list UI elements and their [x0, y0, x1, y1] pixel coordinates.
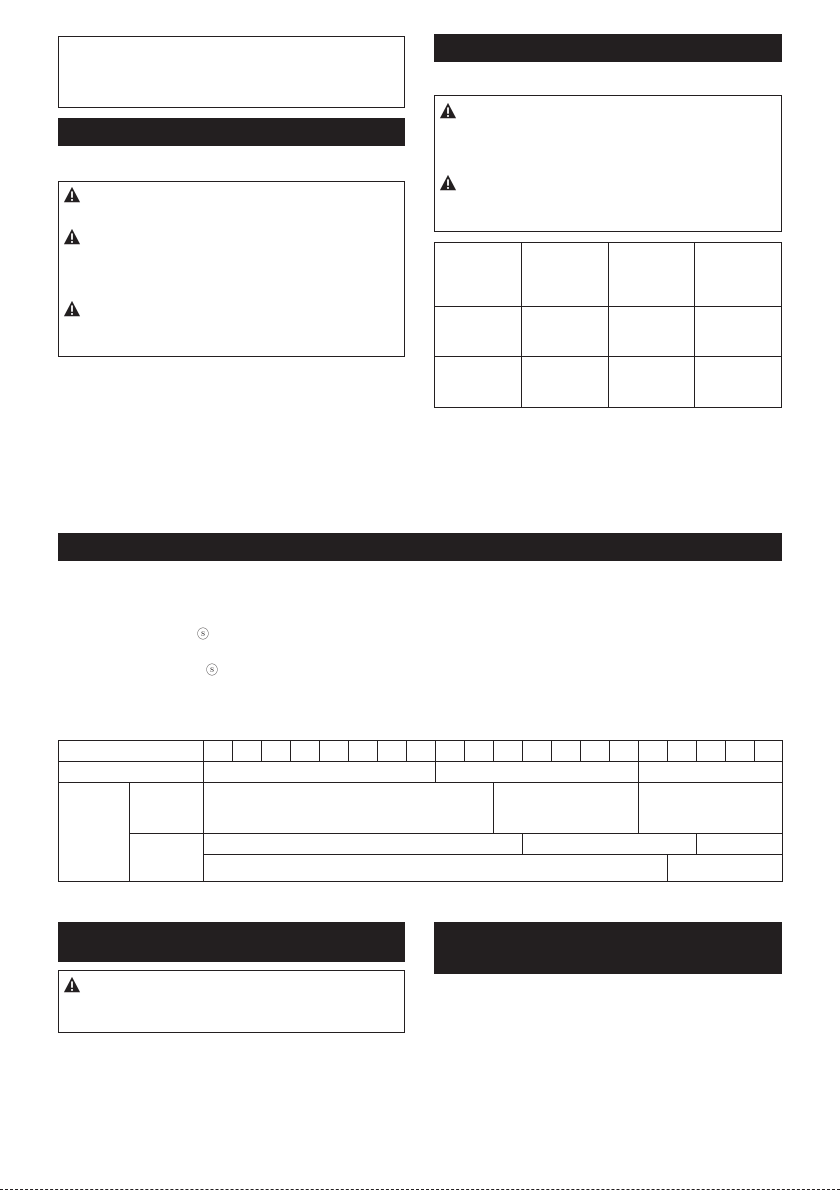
spec-table [434, 242, 782, 408]
warning-triangle-icon [63, 976, 81, 994]
drill-symbol-1: ⓢ [197, 627, 210, 641]
table-cell [608, 307, 695, 357]
warning-triangle-icon [63, 186, 81, 204]
table-cell [581, 741, 610, 762]
table-cell [494, 741, 523, 762]
table-cell [130, 834, 204, 882]
table-cell [697, 834, 783, 855]
table-cell [407, 741, 436, 762]
table-row [59, 783, 783, 834]
table-cell [639, 762, 783, 783]
table-cell [755, 741, 783, 762]
table-cell [668, 855, 783, 882]
warning-box-bottom-left [58, 970, 405, 1033]
table-cell [435, 243, 522, 307]
table-row [435, 357, 782, 408]
table-cell [204, 834, 523, 855]
section-header-bar-bottom-left [58, 922, 405, 962]
table-cell [378, 741, 407, 762]
table-cell [204, 783, 494, 834]
section-header-bar-right [434, 34, 782, 62]
table-cell [436, 762, 639, 783]
table-cell [59, 741, 204, 762]
table-cell [291, 741, 320, 762]
table-cell [521, 357, 608, 408]
table-cell [523, 741, 552, 762]
section-header-bar-bottom-right [434, 922, 782, 974]
table-cell [668, 741, 697, 762]
warning-box-right [434, 95, 782, 232]
table-row [435, 307, 782, 357]
table-cell [204, 741, 233, 762]
section-header-bar-wide [58, 533, 782, 561]
table-cell [639, 783, 783, 834]
table-cell [697, 741, 726, 762]
table-cell [59, 762, 204, 783]
table-cell [233, 741, 262, 762]
clutch-setting-table [58, 740, 783, 882]
section-header-bar-left [58, 118, 405, 146]
table-cell [59, 783, 130, 882]
note-box-top-left [58, 36, 405, 108]
table-row [435, 243, 782, 307]
table-cell [204, 762, 436, 783]
warning-triangle-icon [63, 300, 81, 318]
table-cell [521, 307, 608, 357]
table-cell [130, 783, 204, 834]
warning-box-left [58, 181, 405, 357]
table-cell [695, 357, 782, 408]
table-row [59, 741, 783, 762]
table-cell [610, 741, 639, 762]
table-cell [639, 741, 668, 762]
table-cell [435, 307, 522, 357]
table-cell [494, 783, 639, 834]
warning-triangle-icon [63, 228, 81, 246]
table-cell [465, 741, 494, 762]
warning-triangle-icon [439, 102, 457, 120]
table-row [59, 834, 783, 855]
table-cell [435, 357, 522, 408]
table-cell [552, 741, 581, 762]
table-cell [695, 243, 782, 307]
table-cell [695, 307, 782, 357]
table-cell [320, 741, 349, 762]
table-cell [523, 834, 697, 855]
table-cell [436, 741, 465, 762]
table-row [59, 762, 783, 783]
table-cell [262, 741, 291, 762]
page-bottom-rule [0, 1189, 840, 1190]
table-cell [521, 243, 608, 307]
table-cell [726, 741, 755, 762]
table-cell [608, 357, 695, 408]
drill-symbol-2: ⓢ [206, 663, 219, 677]
table-cell [608, 243, 695, 307]
table-cell [204, 855, 668, 882]
warning-triangle-icon [439, 174, 457, 192]
table-cell [349, 741, 378, 762]
